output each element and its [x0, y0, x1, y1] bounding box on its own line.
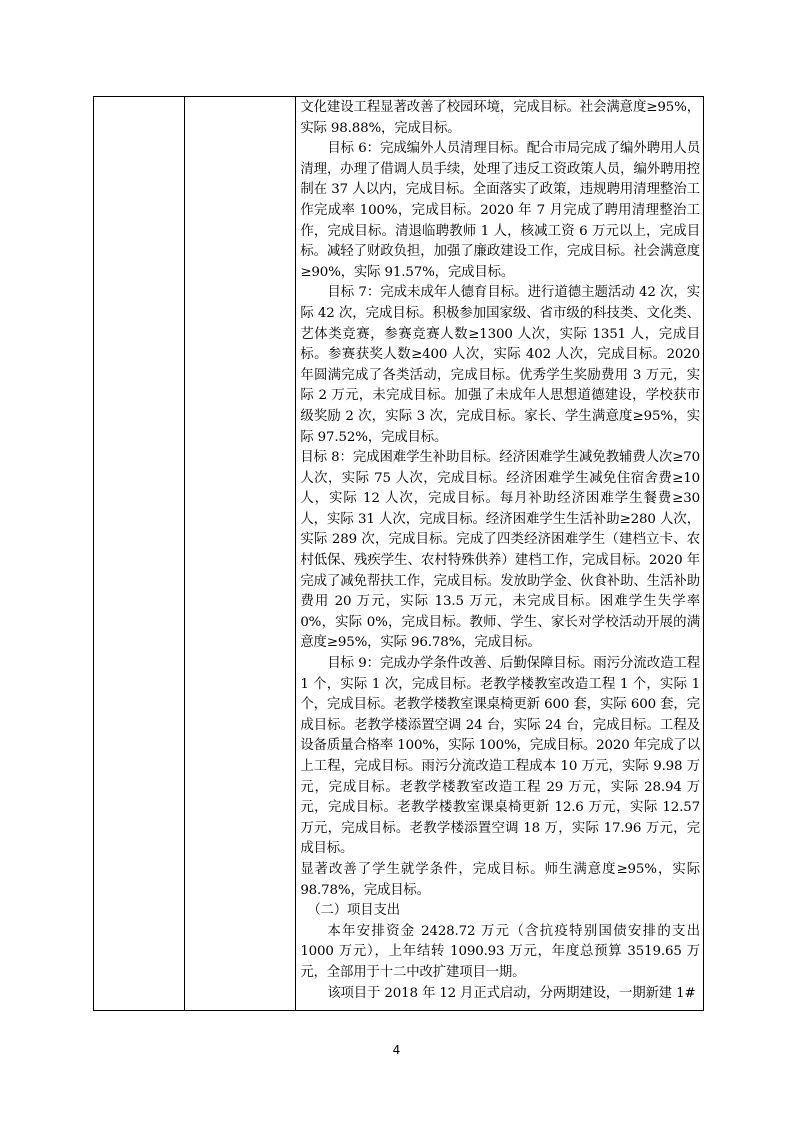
- paragraph-target-5-continuation: 文化建设工程显著改善了校园环境，完成目标。社会满意度≥95%，实际 98.88%，完成目标。: [300, 100, 700, 136]
- content-table: [93, 96, 704, 1011]
- page-number: 4: [392, 1043, 401, 1057]
- paragraph-conditions-summary: 显著改善了学生就学条件，完成目标。师生满意度≥95%，实际 98.78%，完成目标。: [300, 861, 700, 898]
- paragraph-target-7: 目标 7：完成未成年人德育目标。进行道德主题活动 42 次，实际 42 次，完成目标。积极参加国家级、省市级的科技类、文化类、艺体类竞赛，参赛竞赛人数≥1300 人次，实际 1351 人，完成目标。参赛获奖人数≥400 人次，实际 402 人次，完成目标。2020 年圆满完成了各类活动，完成目标。优秀学生奖励费用 3 万元，实际 2 万元，未完成目标。加强了未成年人思想道德建设，学校获市级奖励 2 次，实际 3 次，完成目标。家长、学生满意度≥95%，实际 97.52%，完成目标。: [300, 285, 700, 445]
- paragraph-target-6: 目标 6：完成编外人员清理目标。配合市局完成了编外聘用人员清理，办理了借调人员手续，处理了违反工资政策人员，编外聘用控制在 37 人以内，完成目标。全面落实了政策，违规聘用清理整治工作完成率 100%，完成目标。2020 年 7 月完成了聘用清理整治工作，完成目标。清退临聘教师 1 人，核减工资 6 万元以上，完成目标。减轻了财政负担，加强了廉政建设工作，完成目标。社会满意度≥90%，实际 91.57%，完成目标。: [300, 141, 700, 280]
- table-row: [94, 97, 704, 1011]
- paragraph-target-8: 目标 8：完成困难学生补助目标。经济困难学生减免教辅费人次≥70 人次，实际 75 人次，完成目标。经济困难学生减免住宿舍费≥10 人，实际 12 人次，完成目标。每月补助经济困难学生餐费≥30 人，实际 31 人次，完成目标。经济困难学生生活补助≥280 人次，实际 289 次，完成目标。完成了四类经济困难学生（建档立卡、农村低保、残疾学生、农村特殊供养）建档工作，完成目标。2020 年完成了减免帮扶工作，完成目标。发放助学金、伙食补助、生活补助费用 20 万元，实际 13.5 万元，未完成目标。困难学生失学率 0%，实际 0%，完成目标。教师、学生、家长对学校活动开展的满意度≥95%，实际 96.78%，完成目标。: [300, 450, 700, 651]
- paragraph-target-9: 目标 9：完成办学条件改善、后勤保障目标。雨污分流改造工程 1 个，实际 1 次，完成目标。老教学楼教室改造工程 1 个，实际 1 个，完成目标。老教学楼教室课桌椅更新 600 套，实际 600 套，完成目标。老教学楼添置空调 24 台，实际 24 台，完成目标。工程及设备质量合格率 100%，实际 100%，完成目标。2020 年完成了以上工程，完成目标。雨污分流改造工程成本 10 万元，实际 9.98 万元，完成目标。老教学楼教室改造工程 29 万元，实际 28.94 万元，完成目标。老教学楼教室课桌椅更新 12.6 万元，实际 12.57 万元，完成目标。老教学楼添置空调 18 万，实际 17.96 万元，完成目标。: [300, 656, 700, 857]
- table-cell-content: [296, 97, 704, 1011]
- paragraph-project-start: 该项目于 2018 年 12 月正式启动，分两期建设，一期新建 1#: [327, 985, 696, 1001]
- section-heading-project-expenditure: （二）项目支出: [307, 903, 400, 919]
- table-cell-left: [94, 97, 185, 1011]
- table-cell-middle: [185, 97, 296, 1011]
- paragraph-funding: 本年安排资金 2428.72 万元（含抗疫特别国债安排的支出 1000 万元），上年结转 1090.93 万元，年度总预算 3519.65 万元，全部用于十二中改扩建项目一期。: [300, 923, 700, 980]
